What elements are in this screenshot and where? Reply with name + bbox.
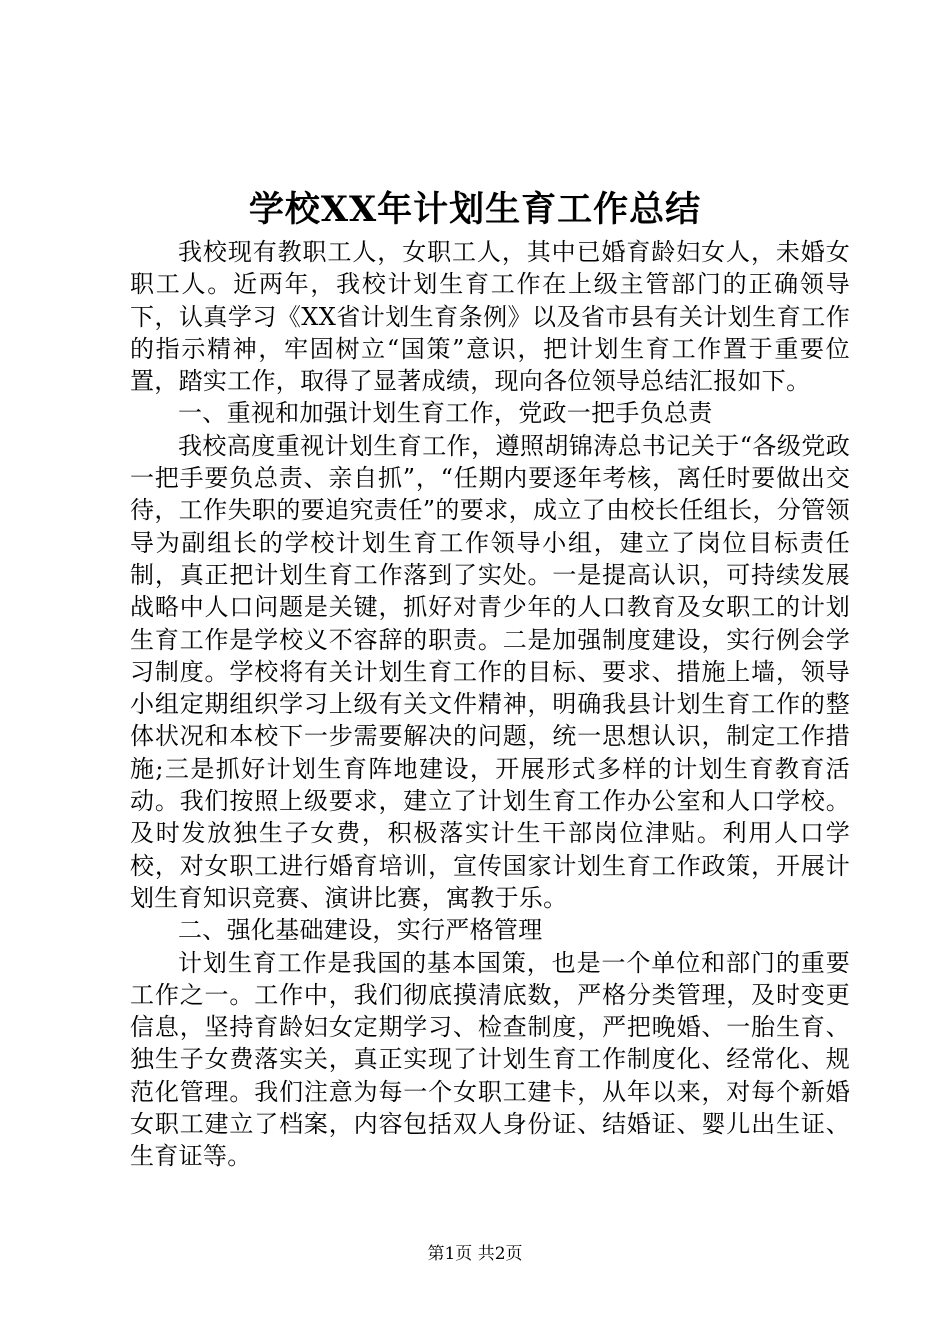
paragraph-section-2: 计划生育工作是我国的基本国策，也是一个单位和部门的重要工作之一。工作中，我们彻底摸清底数，严格分类管理，及时变更信息，坚持育龄妇女定期学习、检查制度，严把晚婚、一胎生育、独生子女费落实关，真正实现了计划生育工作制度化、经常化、规范化管理。我们注意为每一个女职工建卡，从年以来，对每个新婚女职工建立了档案，内容包括双人身份证、结婚证、婴儿出生证、生育证等。 bbox=[130, 948, 850, 1171]
section-heading-1: 一、重视和加强计划生育工作，党政一把手负总责 bbox=[178, 399, 713, 428]
document-title: 学校XX年计划生育工作总结 bbox=[248, 189, 702, 230]
page-number-footer: 第1页 共2页 bbox=[427, 1244, 523, 1264]
section-heading-2: 二、强化基础建设，实行严格管理 bbox=[178, 916, 543, 945]
paragraph-intro: 我校现有教职工人，女职工人，其中已婚育龄妇女人，未婚女职工人。近两年，我校计划生育工作在上级主管部门的正确领导下，认真学习《XX省计划生育条例》以及省市县有关计划生育工作的指示精神，牢固树立“国策”意识，把计划生育工作置于重要位置，踏实工作，取得了显著成绩，现向各位领导总结汇报如下。 bbox=[130, 238, 850, 396]
paragraph-section-1: 我校高度重视计划生育工作，遵照胡锦涛总书记关于“各级党政一把手要负总责、亲自抓”，“任期内要逐年考核，离任时要做出交待，工作失职的要追究责任”的要求，成立了由校长任组长，分管领导为副组长的学校计划生育工作领导小组，建立了岗位目标责任制，真正把计划生育工作落到了实处。一是提高认识，可持续发展战略中人口问题是关键，抓好对青少年的人口教育及女职工的计划生育工作是学校义不容辞的职责。二是加强制度建设，实行例会学习制度。学校将有关计划生育工作的目标、要求、措施上墙，领导小组定期组织学习上级有关文件精神，明确我县计划生育工作的整体状况和本校下一步需要解决的问题，统一思想认识，制定工作措施;三是抓好计划生育阵地建设，开展形式多样的计划生育教育活动。我们按照上级要求，建立了计划生育工作办公室和人口学校。及时发放独生子女费，积极落实计生干部岗位津贴。利用人口学校，对女职工进行婚育培训，宣传国家计划生育工作政策，开展计划生育知识竞赛、演讲比赛，寓教于乐。 bbox=[130, 431, 850, 912]
document-body bbox=[130, 236, 850, 1173]
